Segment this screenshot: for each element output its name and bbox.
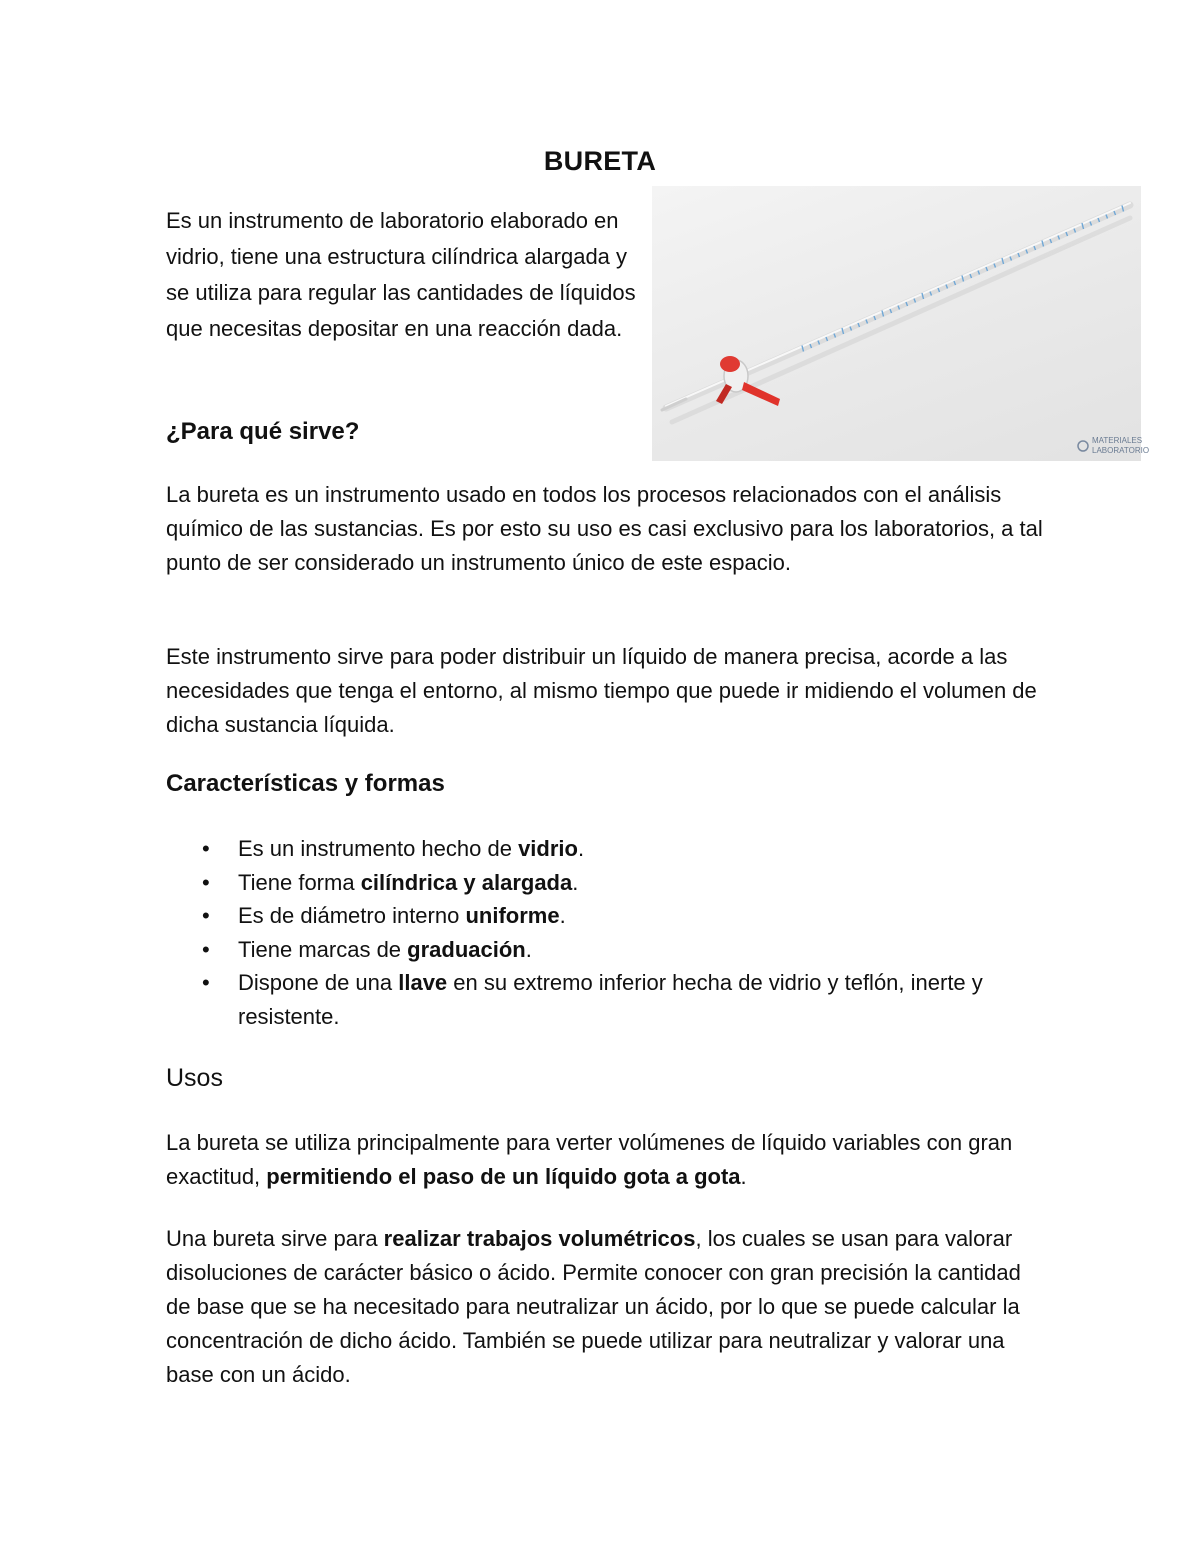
paragraph-para-que-sirve-2: Este instrumento sirve para poder distribuir un líquido de manera precisa, acorde a las necesidades que tenga el entorno, al mismo tiempo que puede ir midiendo el volumen de dicha sustancia líquida. bbox=[166, 644, 1037, 737]
heading-usos: Usos bbox=[166, 1064, 223, 1092]
caracteristicas-list bbox=[166, 832, 1046, 1033]
bullet-icon: • bbox=[202, 936, 210, 962]
paragraph-usos-2: Una bureta sirve para realizar trabajos volumétricos, los cuales se usan para valorar disoluciones de carácter básico o ácido. Permite conocer con gran precisión la cantidad de base que se ha necesitado para neutralizar un ácido, por lo que se puede calcular la concentración de dicho ácido. También se puede utilizar para neutralizar y valorar una base con un ácido. bbox=[166, 1226, 1021, 1387]
burette-photo bbox=[652, 186, 1150, 461]
list-item: • Tiene marcas de graduación. bbox=[166, 933, 1046, 967]
watermark-line1: MATERIALES bbox=[1092, 436, 1143, 445]
paragraph-usos-1: La bureta se utiliza principalmente para verter volúmenes de líquido variables con gran exactitud, permitiendo el paso de un líquido gota a gota. bbox=[166, 1130, 1013, 1189]
list-item: • Es de diámetro interno uniforme. bbox=[166, 899, 1046, 933]
bullet-icon: • bbox=[202, 903, 210, 928]
list-item: • Tiene forma cilíndrica y alargada. bbox=[166, 866, 1046, 900]
heading-caracteristicas: Características y formas bbox=[166, 770, 445, 797]
paragraph-para-que-sirve-1: La bureta es un instrumento usado en todos los procesos relacionados con el análisis químico de las sustancias. Es por esto su uso es casi exclusivo para los laboratorios, a tal punto de ser considerado un instrumento único de este espacio. bbox=[166, 482, 1043, 575]
bullet-icon: • bbox=[202, 970, 210, 995]
burette-illustration bbox=[652, 186, 1150, 461]
list-item: • Dispone de una llave en su extremo inferior hecha de vidrio y teflón, inerte y resistente. bbox=[166, 966, 1046, 1033]
heading-para-que-sirve: ¿Para qué sirve? bbox=[166, 418, 360, 445]
watermark-line2: LABORATORIO bbox=[1092, 446, 1150, 455]
list-item: • Es un instrumento hecho de vidrio. bbox=[166, 832, 1046, 866]
watermark-logo bbox=[1078, 436, 1149, 455]
intro-paragraph: Es un instrumento de laboratorio elaborado en vidrio, tiene una estructura cilíndrica alargada y se utiliza para regular las cantidades de líquidos que necesitas depositar en una reacción dada. bbox=[166, 208, 636, 341]
bullet-icon: • bbox=[202, 836, 210, 861]
page-title: BURETA bbox=[543, 146, 657, 176]
bullet-icon: • bbox=[202, 869, 210, 895]
